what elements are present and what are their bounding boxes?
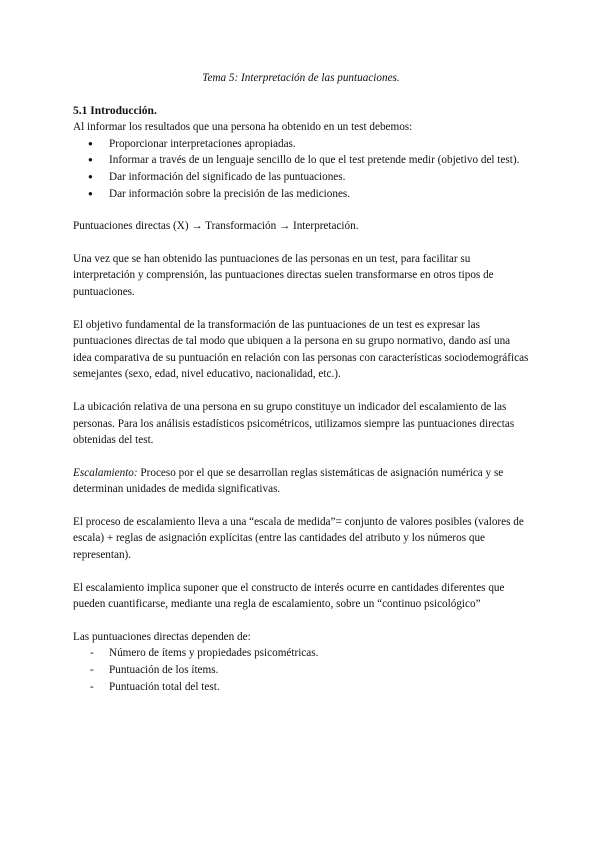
paragraph-measurement-scale: El proceso de escalamiento lleva a una “escala de medida”= conjunto de valores posibles (valores de escala) + reglas de asignación explícitas (entre las cantidades del atributo y los números que representan). [73, 515, 524, 562]
flow-line: Puntuaciones directas (X) → Transformación → Interpretación. [73, 220, 359, 233]
scaling-definition-text: Proceso por el que se desarrollan reglas sistemáticas de asignación numérica y se determinan unidades de medida significativas. [73, 466, 504, 496]
paragraph-scaling-definition [73, 465, 529, 498]
dash-item: - Puntuación de los ítems. [109, 662, 529, 679]
paragraph-objective: El objetivo fundamental de la transformación de las puntuaciones de un test es expresar las puntuaciones directas de tal modo que ubiquen a la persona en su grupo normativo, dando así una idea comparativa de su puntuación en relación con las personas con características sociodemográficas semejantes (sexo, edad, nivel educativo, nacionalidad, etc.). [73, 318, 529, 381]
bullet-item: ● Informar a través de un lenguaje sencillo de lo que el test pretende medir (objetivo del test). [109, 152, 529, 169]
document-page [73, 70, 529, 695]
paragraph-relative-location: La ubicación relativa de una persona en su grupo constituye un indicador del escalamiento de las personas. Para los análisis estadísticos psicométricos, utilizamos siempre las puntuaciones directas obtenidas del test. [73, 400, 515, 447]
dash-list [73, 645, 529, 695]
document-title: Tema 5: Interpretación de las puntuaciones. [202, 72, 400, 84]
dash-item: - Número de ítems y propiedades psicométricas. [109, 645, 529, 662]
paragraph-continuum: El escalamiento implica suponer que el constructo de interés ocurre en cantidades diferentes que pueden cuantificarse, mediante una regla de escalamiento, sobre un “continuo psicológico” [73, 581, 505, 611]
dash-item: - Puntuación total del test. [109, 679, 529, 696]
paragraph-transformation: Una vez que se han obtenido las puntuaciones de las personas en un test, para facilitar su interpretación y comprensión, las puntuaciones directas suelen transformarse en otros tipos de puntuaciones. [73, 252, 494, 298]
scaling-term: Escalamiento: [73, 466, 138, 479]
bullet-item: ● Dar información del significado de las puntuaciones. [109, 169, 529, 186]
paragraph-depends-on: Las puntuaciones directas dependen de: [73, 630, 251, 643]
bullet-item: ● Proporcionar interpretaciones apropiadas. [109, 136, 529, 153]
intro-paragraph: Al informar los resultados que una persona ha obtenido en un test debemos: [73, 121, 413, 134]
bullet-item: ● Dar información sobre la precisión de las mediciones. [109, 186, 529, 203]
bullet-list [73, 136, 529, 202]
section-heading: 5.1 Introducción. [73, 104, 157, 117]
